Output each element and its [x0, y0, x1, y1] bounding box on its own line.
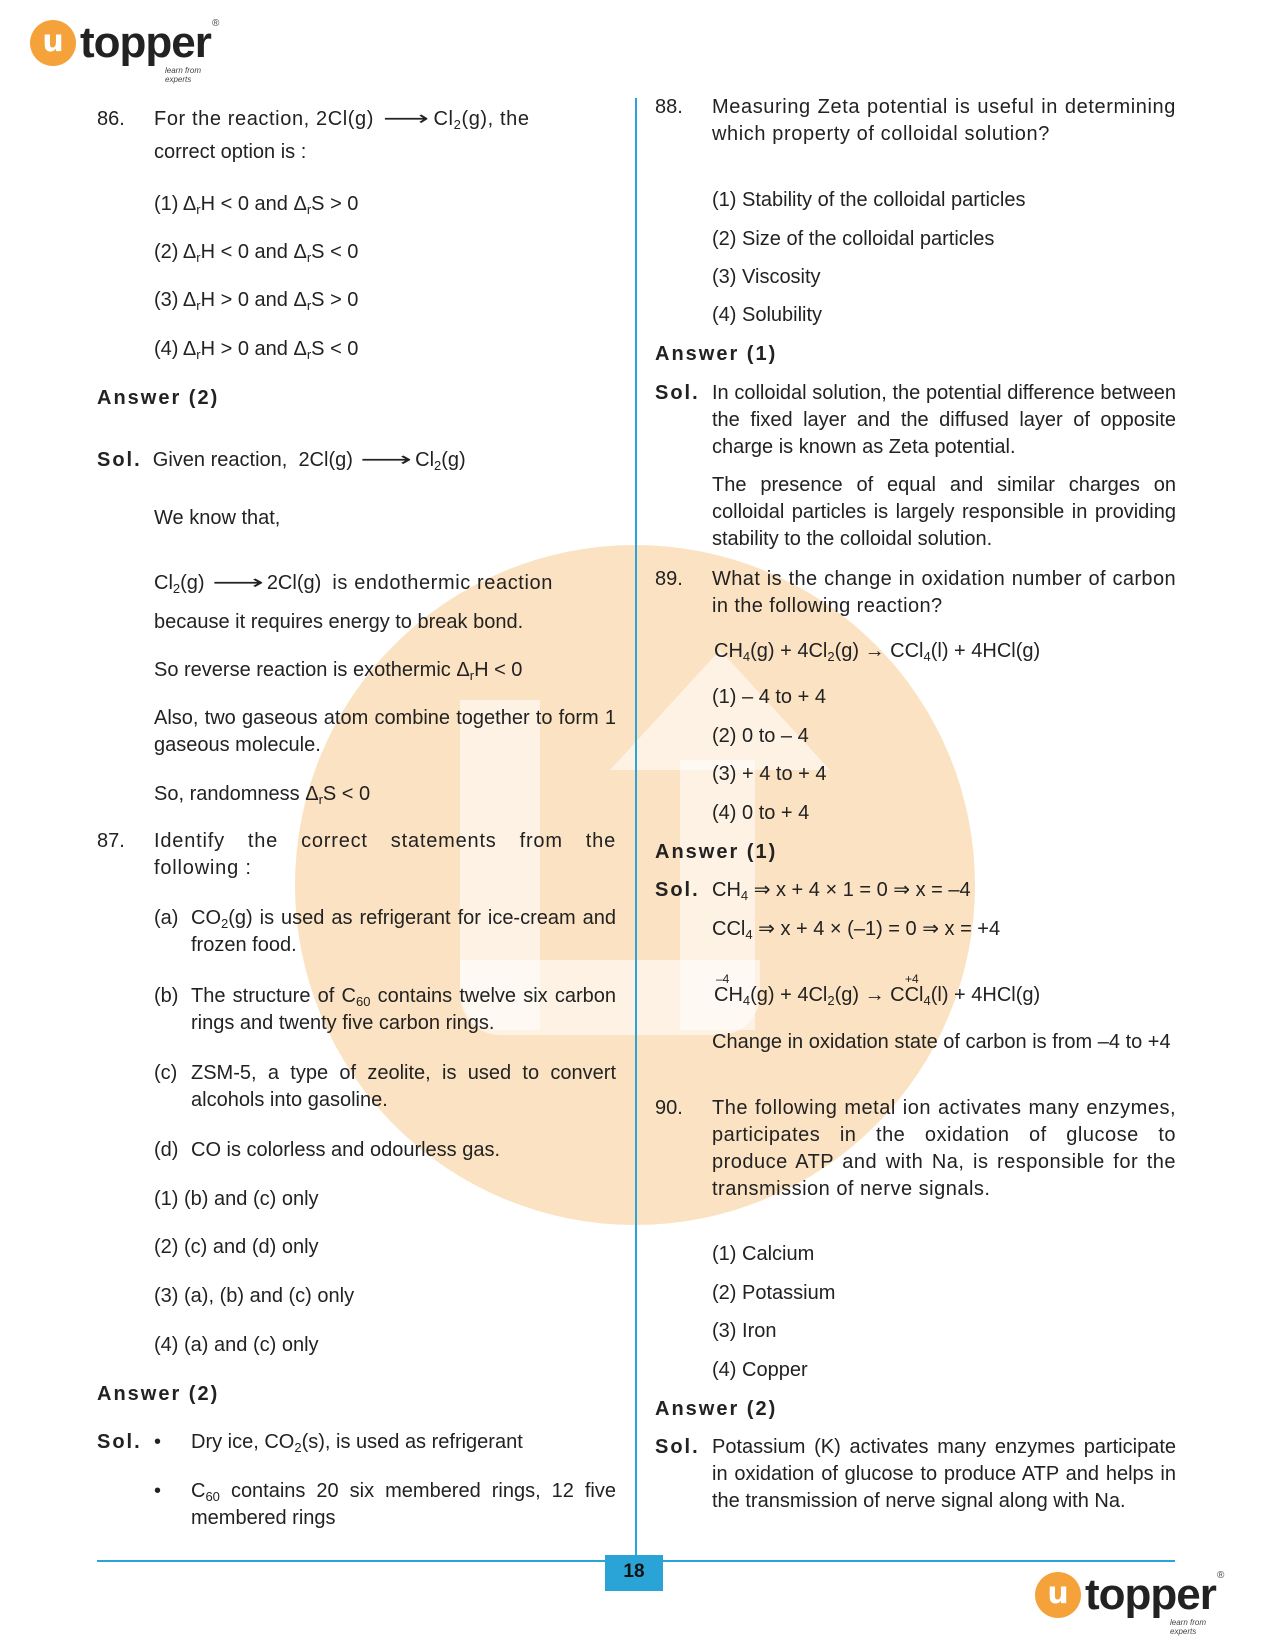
question-88-stem: Measuring Zeta potential is useful in determining which property of colloidal solution?: [712, 96, 1176, 145]
statement-a-label: (a): [154, 907, 179, 929]
solution-87-point-2: $C_{60}$ contains 20 six membered rings, 12 five membered rings: [191, 1480, 616, 1529]
statement-d: CO is colorless and odourless gas.: [191, 1139, 501, 1161]
bullet-icon: •: [154, 1431, 162, 1453]
option-86-2: (2) $\Delta_rH < 0$ and $\Delta_rS < 0$: [154, 241, 359, 265]
option-88-4: (4) Solubility: [712, 304, 823, 326]
answer-86: Answer (2): [97, 387, 220, 409]
solution-86-also: Also, two gaseous atom combine together to form 1 gaseous molecule.: [154, 707, 616, 756]
solution-86-given: Sol. Given reaction, 2Cl(g) ⟶ $Cl_2(g)$: [97, 449, 466, 473]
header-logo: [30, 18, 220, 84]
option-89-2: (2) 0 to – 4: [712, 725, 809, 747]
statement-b-label: (b): [154, 985, 179, 1007]
solution-88-p1: In colloidal solution, the potential difference between the fixed layer and the diffused layer of opposite charge is known as Zeta potential.: [712, 382, 1176, 458]
solution-89-change: Change in oxidation state of carbon is from –4 to +4: [712, 1031, 1171, 1053]
option-88-3: (3) Viscosity: [712, 266, 821, 288]
option-88-1: (1) Stability of the colloidal particles: [712, 189, 1026, 211]
question-89-stem: What is the change in oxidation number of carbon in the following reaction?: [712, 568, 1176, 617]
solution-90-label: Sol.: [655, 1436, 700, 1458]
solution-87-point-1: Dry ice, $CO_2(s)$, is used as refrigerant: [191, 1431, 523, 1455]
solution-86-because: because it requires energy to break bond.: [154, 611, 524, 633]
solution-89-line-1: $CH_4$ ⇒ x + 4 × 1 = 0 ⇒ x = –4: [712, 879, 971, 903]
question-86: [97, 106, 617, 166]
solution-86-reverse: So reverse reaction is exothermic $\Delta_rH < 0$: [154, 659, 523, 683]
option-88-2: (2) Size of the colloidal particles: [712, 228, 995, 250]
solution-89-line-2: CCl$_4$ ⇒ x + 4 × (–1) = 0 ⇒ x = +4: [712, 918, 1001, 942]
question-stem: For the reaction, 2Cl(g) ⟶ $Cl_2(g)$, the: [154, 108, 530, 132]
option-87-1: (1) (b) and (c) only: [154, 1188, 319, 1210]
logo-tagline: learn from experts: [1170, 1618, 1207, 1636]
answer-88: Answer (1): [655, 343, 778, 365]
arrow-icon: ⟶: [383, 108, 431, 130]
logo-tagline: learn from experts: [165, 66, 202, 84]
logo-u-icon: u: [30, 20, 76, 66]
answer-90: Answer (2): [655, 1398, 778, 1420]
question-number-88: 88.: [655, 96, 683, 118]
option-86-3: (3) $\Delta_rH > 0$ and $\Delta_rS > 0$: [154, 289, 359, 313]
oxidation-label-left: –4: [716, 972, 730, 986]
solution-88-p2: The presence of equal and similar charges on colloidal particles is largely responsible in providing stability to the colloidal solution.: [712, 474, 1176, 550]
logo-u-icon: u: [1035, 1572, 1081, 1618]
option-90-2: (2) Potassium: [712, 1282, 836, 1304]
solution-90-text: Potassium (K) activates many enzymes participate in oxidation of glucose to produce ATP and helps in the transmission of nerve signal along with Na.: [712, 1436, 1176, 1512]
question-stem-cont: correct option is :: [154, 141, 307, 163]
option-87-3: (3) (a), (b) and (c) only: [154, 1285, 355, 1307]
option-87-4: (4) (a) and (c) only: [154, 1334, 319, 1356]
registered-mark: ®: [1217, 1570, 1225, 1581]
statement-b: The structure of $C_{60}$ contains twelve six carbon rings and twenty five carbon rings.: [191, 985, 616, 1034]
solution-89-label: Sol.: [655, 879, 700, 901]
question-89-equation: $CH_4(g) + 4Cl_2(g) \to CCl_4(l) + 4HCl(g)$: [714, 640, 1041, 664]
option-86-1: (1) $\Delta_rH < 0$ and $\Delta_rS > 0$: [154, 193, 359, 217]
option-90-1: (1) Calcium: [712, 1243, 815, 1265]
bullet-icon: •: [154, 1480, 162, 1502]
option-90-4: (4) Copper: [712, 1359, 808, 1381]
option-86-4: (4) $\Delta_rH > 0$ and $\Delta_rS < 0$: [154, 338, 359, 362]
logo-wordmark: topper: [1085, 1570, 1216, 1619]
statement-c: ZSM-5, a type of zeolite, is used to convert alcohols into gasoline.: [191, 1062, 616, 1111]
statement-d-label: (d): [154, 1139, 179, 1161]
oxidation-label-right: +4: [905, 972, 919, 986]
footer-logo: [1035, 1570, 1225, 1636]
question-number: 86.: [97, 108, 125, 130]
option-89-3: (3) + 4 to + 4: [712, 763, 827, 785]
question-number-87: 87.: [97, 830, 125, 852]
option-90-3: (3) Iron: [712, 1320, 777, 1342]
solution-89-equation: $CH_4(g) + 4Cl_2(g) \to CCl_4(l) + 4HCl(g)$: [714, 984, 1041, 1008]
solution-86-randomness: So, randomness $\Delta_rS < 0$: [154, 783, 371, 807]
answer-89: Answer (1): [655, 841, 778, 863]
option-87-2: (2) (c) and (d) only: [154, 1236, 319, 1258]
option-89-1: (1) – 4 to + 4: [712, 686, 826, 708]
answer-87: Answer (2): [97, 1383, 220, 1405]
registered-mark: ®: [212, 18, 220, 29]
question-90-stem: The following metal ion activates many enzymes, participates in the oxidation of glucose to produce ATP and with Na, is responsible for the transmission of nerve signals.: [712, 1097, 1176, 1200]
solution-88-label: Sol.: [655, 382, 700, 404]
question-87-stem: Identify the correct statements from the following :: [154, 830, 616, 879]
statement-c-label: (c): [154, 1062, 178, 1084]
question-number-90: 90.: [655, 1097, 683, 1119]
page-number: 18: [605, 1555, 663, 1591]
solution-86-endothermic: $Cl_2(g)$ ⟶ 2Cl(g) is endothermic reaction: [154, 572, 553, 596]
solution-87-label: Sol.: [97, 1431, 142, 1453]
solution-86-know: We know that,: [154, 507, 281, 529]
logo-wordmark: topper: [80, 18, 211, 67]
option-89-4: (4) 0 to + 4: [712, 802, 810, 824]
statement-a: $CO_2(g)$ is used as refrigerant for ice-cream and frozen food.: [191, 907, 616, 956]
question-number-89: 89.: [655, 568, 683, 590]
column-divider: [635, 98, 637, 1560]
